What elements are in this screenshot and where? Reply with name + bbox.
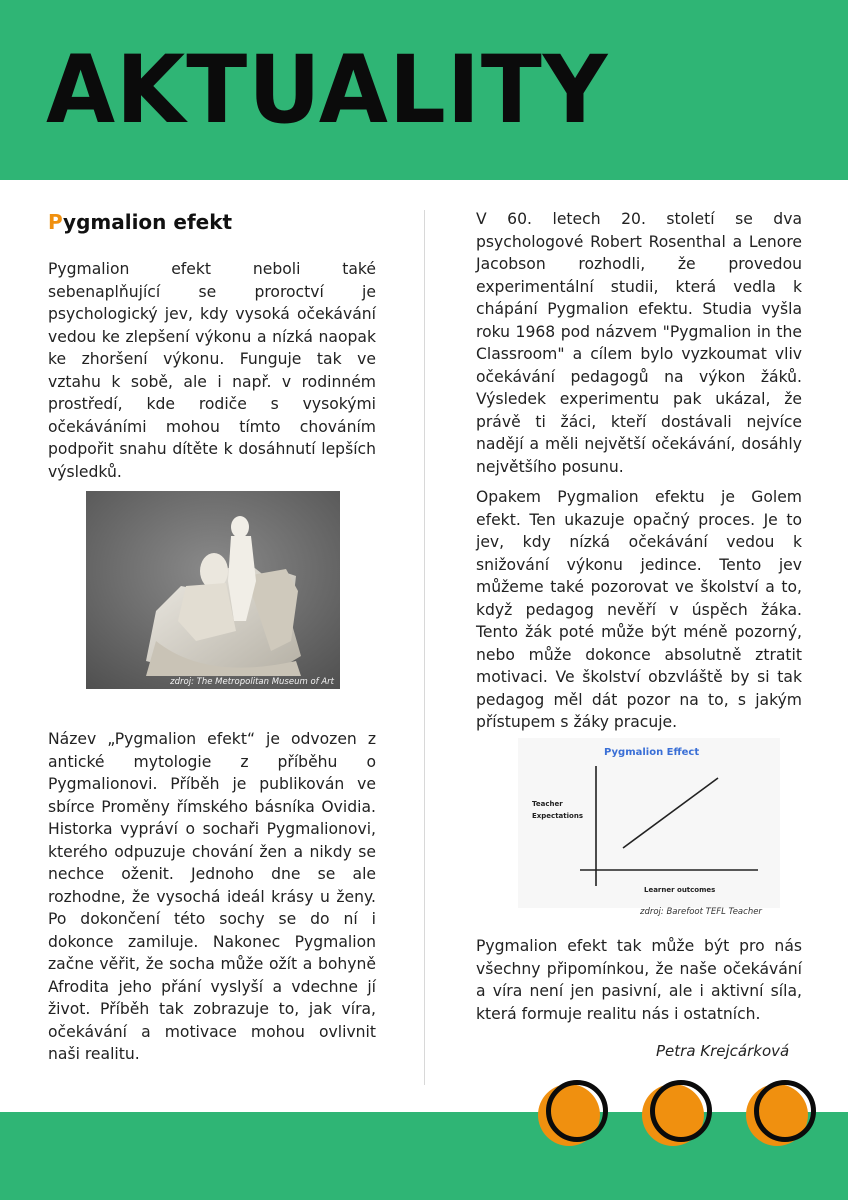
paragraph-history bbox=[476, 208, 802, 478]
graph-ylabel-line1: Teacher bbox=[532, 800, 563, 808]
article-title bbox=[48, 210, 232, 234]
paragraph-1-text: Pygmalion efekt neboli také sebenaplňující se proroctví je psychologický jev, kdy vysoká očekávání vedou ke zlepšení výkonu a nízká naopak ke zhoršení výkonu. Funguje tak ve vztahu k sobě, ale i např. v rodinném prostředí, kde rodiče s vysokými očekáváními mohou tímto chováním podpořit snahu dítěte k dosáhnutí lepších výsledků. bbox=[48, 260, 376, 481]
footer-banner bbox=[0, 1112, 848, 1200]
paragraph-2-text: Název „Pygmalion efekt“ je odvozen z antické mytologie z příběhu o Pygmalionovi. Příběh je publikován ve sbírce Proměny římského básníka Ovidia. Historka vypráví o sochaři Pygmalionovi, kterého odpuzuje chování žen a nikdy se nechce oženit. Jednoho dne se ale rozhodne, že vysochá ideál krásy u ženy. Po dokončení této sochy se do ní i dokonce zamiluje. Nakonec Pygmalion začne věřit, že socha může ožít a bohyně Afrodita jeho přání vyslyší a vdechne jí život. Příběh tak zobrazuje to, jak víra, očekávání a motivace mohou ovlivnit naši realitu. bbox=[48, 730, 376, 1063]
graph-trend-line bbox=[623, 778, 718, 848]
paragraph-golem bbox=[476, 486, 802, 734]
title-first-letter: P bbox=[48, 210, 64, 234]
decorative-circle-icon bbox=[642, 1080, 712, 1152]
column-divider bbox=[424, 210, 425, 1085]
photo-caption: zdroj: The Metropolitan Museum of Art bbox=[170, 677, 334, 687]
header-banner bbox=[0, 0, 848, 180]
paragraph-myth bbox=[48, 728, 376, 1066]
pygmalion-graph bbox=[518, 738, 780, 908]
paragraph-intro bbox=[48, 258, 376, 483]
decorative-circle-icon bbox=[746, 1080, 816, 1152]
paragraph-conclusion bbox=[476, 935, 802, 1025]
graph-ylabel-line2: Expectations bbox=[532, 812, 583, 820]
title-rest: ygmalion efekt bbox=[63, 210, 233, 234]
page-title: AKTUALITY bbox=[46, 36, 609, 145]
paragraph-4-text: Opakem Pygmalion efektu je Golem efekt. Ten ukazuje opačný proces. Je to jev, kdy nízká očekávání vedou k snižování výkonu jedince. Tento jev můžeme také pozorovat ve školství a to, když pedagog nevěří v úspěch žáka. Tento žák poté může být méně pozorný, nebo může dokonce absolutně ztratit motivaci. Ve školství obzvláště by si tak pedagog měl dát pozor na to, s jakým přístupem s žáky pracuje. bbox=[476, 488, 802, 731]
decorative-circle-icon bbox=[538, 1080, 608, 1152]
author-name: Petra Krejcárková bbox=[656, 1042, 790, 1060]
graph-drawing bbox=[518, 738, 780, 908]
sculpture-image bbox=[86, 491, 340, 689]
paragraph-5-text: Pygmalion efekt tak může být pro nás všechny připomínkou, že naše očekávání a víra není jen pasivní, ale i aktivní síla, která formuje realitu nás i ostatních. bbox=[476, 937, 802, 1023]
paragraph-3-text: V 60. letech 20. století se dva psychologové Robert Rosenthal a Lenore Jacobson rozhodli, že provedou experimentální studii, která vedla k chápání Pygmalion efektu. Studia vyšla roku 1968 pod názvem "Pygmalion in the Classroom" a cílem bylo vyzkoumat vliv očekávání pedagogů na výkon žáků. Výsledek experimentu pak ukázal, že právě ti žáci, kteří dostávali nejvíce nadějí a měli největší očekávání, dosáhly největšího posunu. bbox=[476, 210, 802, 476]
graph-title: Pygmalion Effect bbox=[604, 747, 700, 758]
sculpture-photo bbox=[86, 491, 340, 689]
graph-caption: zdroj: Barefoot TEFL Teacher bbox=[640, 907, 762, 917]
graph-xlabel: Learner outcomes bbox=[644, 886, 716, 894]
